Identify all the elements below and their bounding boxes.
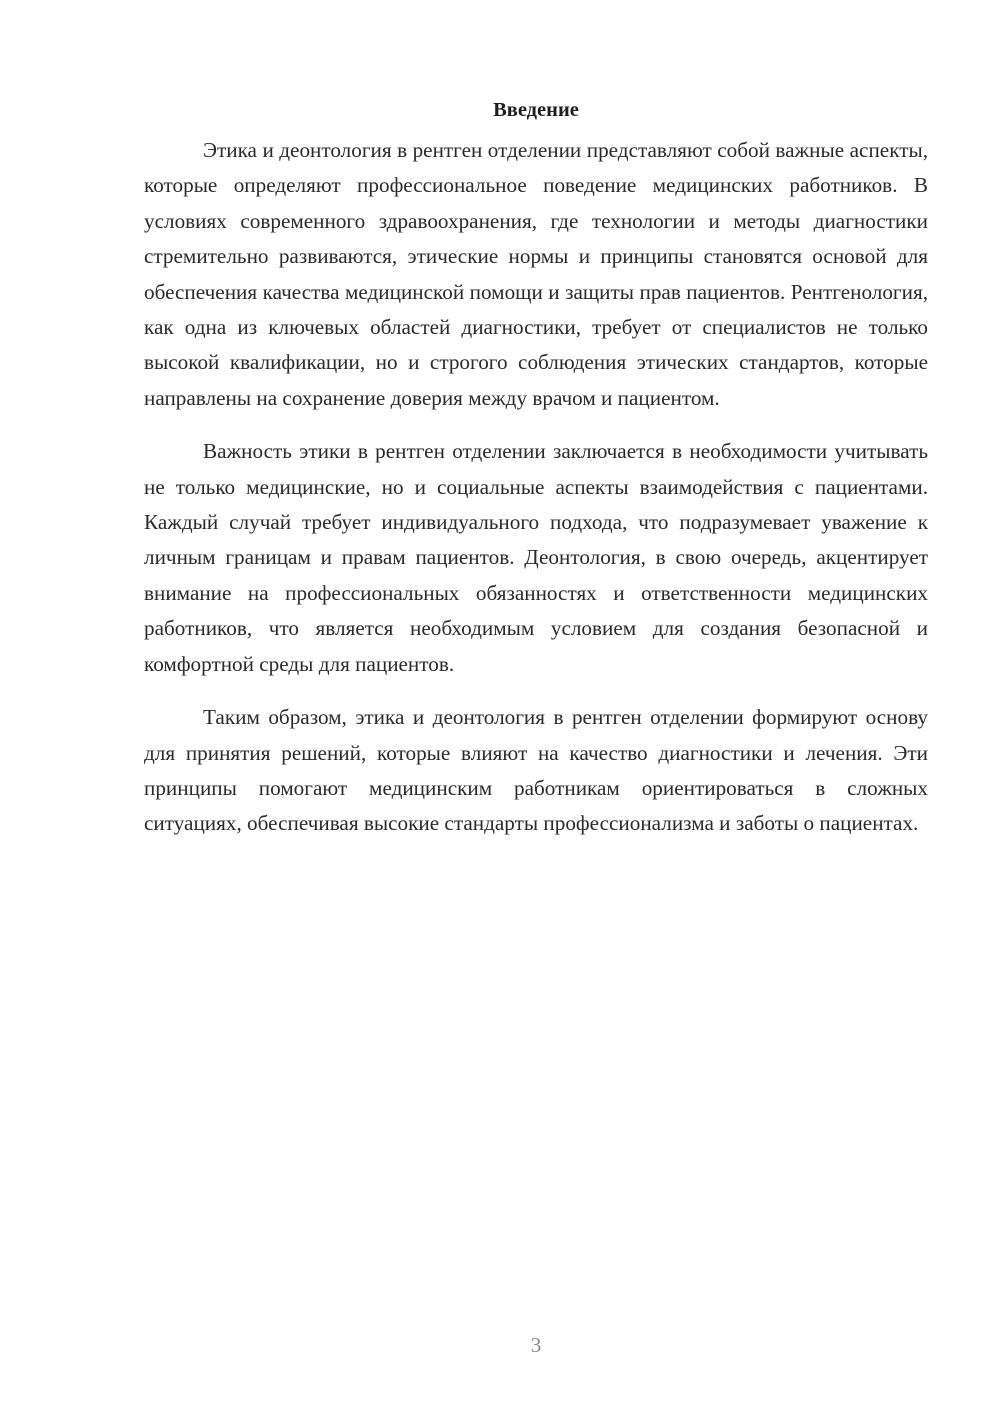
paragraph-2: Важность этики в рентген отделении заключается в необходимости учитывать не только медицинские, но и социальные аспекты взаимодействия с пациентами. Каждый случай требует индивидуального подхода, что подразумевает уважение к личным границам и правам пациентов. Деонтология, в свою очередь, акцентирует внимание на профессиональных обязанностях и ответственности медицинских работников, что является необходимым условием для создания безопасной и комфортной среды для пациентов. (144, 439, 928, 676)
page-content (144, 92, 928, 860)
paragraph-3: Таким образом, этика и деонтология в рентген отделении формируют основу для принятия решений, которые влияют на качество диагностики и лечения. Эти принципы помогают медицинским работникам ориентироваться в сложных ситуациях, обеспечивая высокие стандарты профессионализма и заботы о пациентах. (144, 705, 928, 836)
section-heading: Введение (493, 99, 579, 121)
page-number: 3 (530, 1333, 542, 1357)
paragraph-1: Этика и деонтология в рентген отделении представляют собой важные аспекты, которые определяют профессиональное поведение медицинских работников. В условиях современного здравоохранения, где технологии и методы диагностики стремительно развиваются, этические нормы и принципы становятся основой для обеспечения качества медицинской помощи и защиты прав пациентов. Рентгенология, как одна из ключевых областей диагностики, требует от специалистов не только высокой квалификации, но и строгого соблюдения этических стандартов, которые направлены на сохранение доверия между врачом и пациентом. (144, 138, 928, 410)
